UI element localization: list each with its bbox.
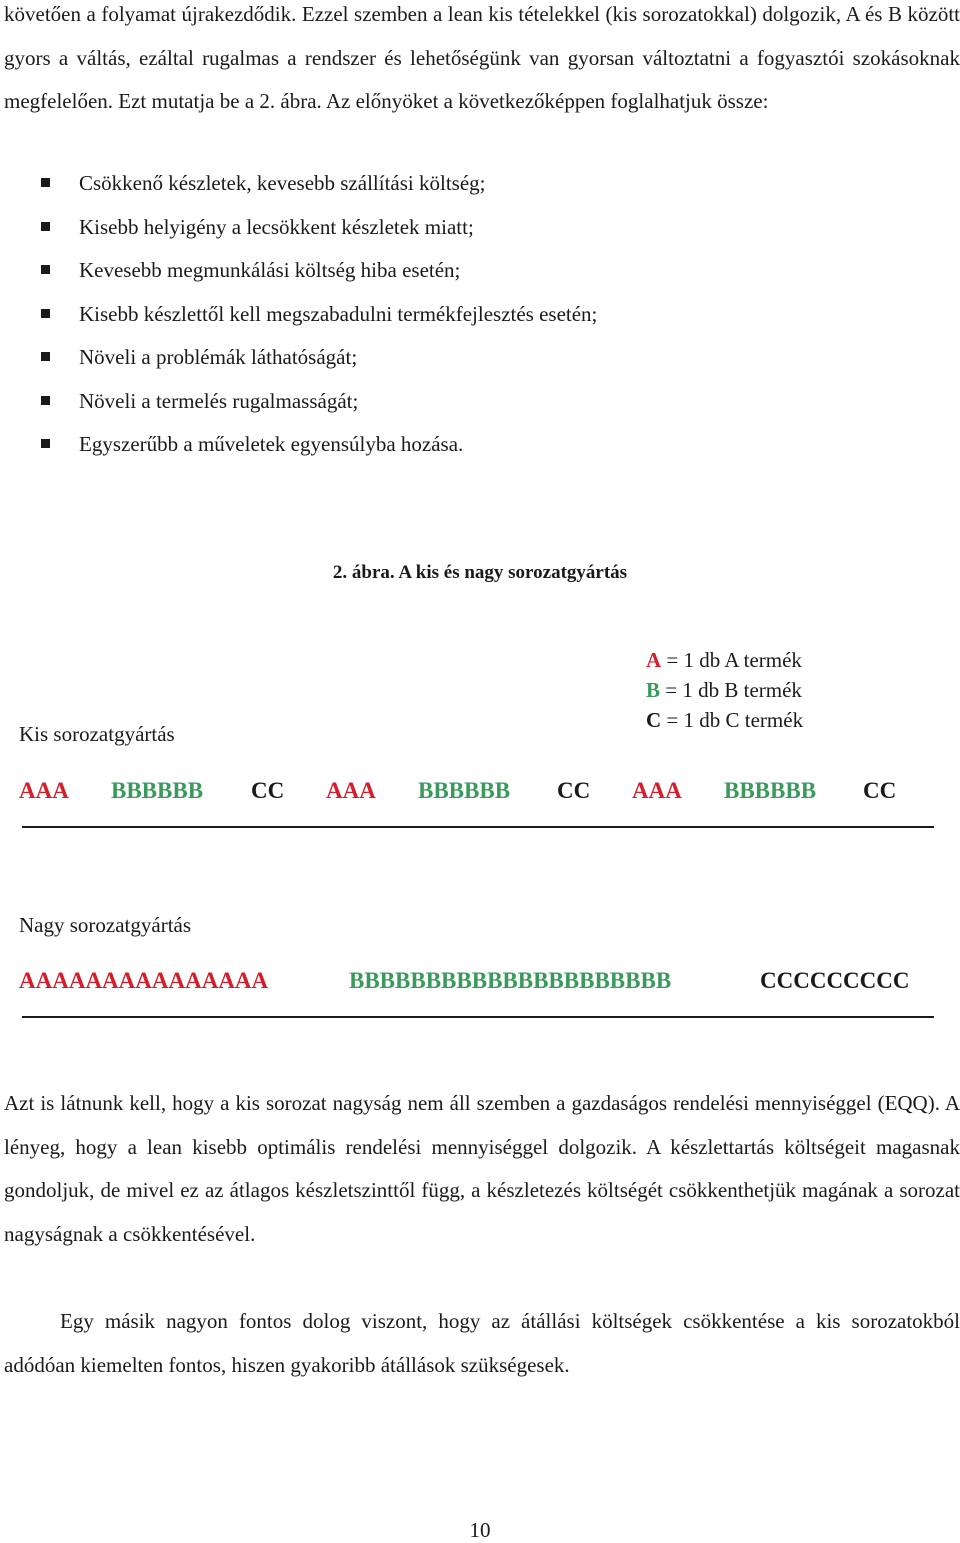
- seq-small-6: CC: [557, 778, 591, 803]
- square-bullet-icon: [41, 222, 50, 231]
- seq-small-8: BBBBBB: [724, 778, 817, 803]
- legend-item-c: C = 1 db C termék: [646, 708, 804, 732]
- list-item: Kevesebb megmunkálási költség hiba esetén;: [0, 249, 597, 293]
- list-item: Kisebb készlettől kell megszabadulni termékfejlesztés esetén;: [0, 293, 597, 337]
- square-bullet-icon: [41, 439, 50, 448]
- seq-small-9: CC: [863, 778, 897, 803]
- seq-small-4: AAA: [326, 778, 376, 803]
- list-item: Egyszerűbb a műveletek egyensúlyba hozása.: [0, 423, 597, 467]
- square-bullet-icon: [41, 309, 50, 318]
- square-bullet-icon: [41, 265, 50, 274]
- square-bullet-icon: [41, 396, 50, 405]
- seq-large-a: AAAAAAAAAAAAAAA: [19, 968, 269, 993]
- seq-small-2: BBBBBB: [111, 778, 204, 803]
- figure-legend: [646, 645, 803, 735]
- seq-large-c: CCCCCCCCC: [760, 968, 910, 993]
- page-number: 10: [469, 1518, 491, 1542]
- large-batch-label: Nagy sorozatgyártás: [19, 913, 192, 937]
- timeline-divider-large: [22, 1016, 934, 1018]
- advantages-list: [0, 162, 597, 467]
- legend-item-b: B = 1 db B termék: [646, 678, 802, 702]
- seq-small-1: AAA: [19, 778, 69, 803]
- timeline-divider-small: [22, 826, 934, 828]
- seq-small-5: BBBBBB: [418, 778, 511, 803]
- list-item: Kisebb helyigény a lecsökkent készletek miatt;: [0, 206, 597, 250]
- figure-caption: 2. ábra. A kis és nagy sorozatgyártás: [332, 562, 628, 583]
- body-paragraph-setup: Egy másik nagyon fontos dolog viszont, hogy az átállási költségek csökkentése a kis sorozatokból adódóan kiemelten fontos, hiszen gyakoribb átállások szükségesek.: [4, 1309, 960, 1377]
- list-item: Csökkenő készletek, kevesebb szállítási költség;: [0, 162, 597, 206]
- small-batch-label: Kis sorozatgyártás: [19, 722, 175, 746]
- list-item: Növeli a problémák láthatóságát;: [0, 336, 597, 380]
- intro-paragraph: követően a folyamat újrakezdődik. Ezzel szemben a lean kis tételekkel (kis sorozatokkal) dolgozik, A és B között gyors a váltás, ezáltal rugalmas a rendszer és lehetőségünk van gyorsan változtatni a fogyasztói szokásoknak megfelelően. Ezt mutatja be a 2. ábra. Az előnyöket a következőképpen foglalhatjuk össze:: [4, 2, 960, 113]
- square-bullet-icon: [41, 352, 50, 361]
- seq-small-7: AAA: [632, 778, 682, 803]
- list-item: Növeli a termelés rugalmasságát;: [0, 380, 597, 424]
- seq-large-b: BBBBBBBBBBBBBBBBBBBBB: [349, 968, 672, 993]
- legend-item-a: A = 1 db A termék: [646, 648, 802, 672]
- square-bullet-icon: [41, 178, 50, 187]
- body-paragraph-eqq: Azt is látnunk kell, hogy a kis sorozat nagyság nem áll szemben a gazdaságos rendelési mennyiséggel (EQQ). A lényeg, hogy a lean kisebb optimális rendelési mennyiséggel dolgozik. A készlettartás költségeit magasnak gondoljuk, de mivel ez az átlagos készletszinttől függ, a készletezés költségét csökkenthetjük magának a sorozat nagyságnak a csökkentésével.: [4, 1091, 960, 1246]
- seq-small-3: CC: [251, 778, 285, 803]
